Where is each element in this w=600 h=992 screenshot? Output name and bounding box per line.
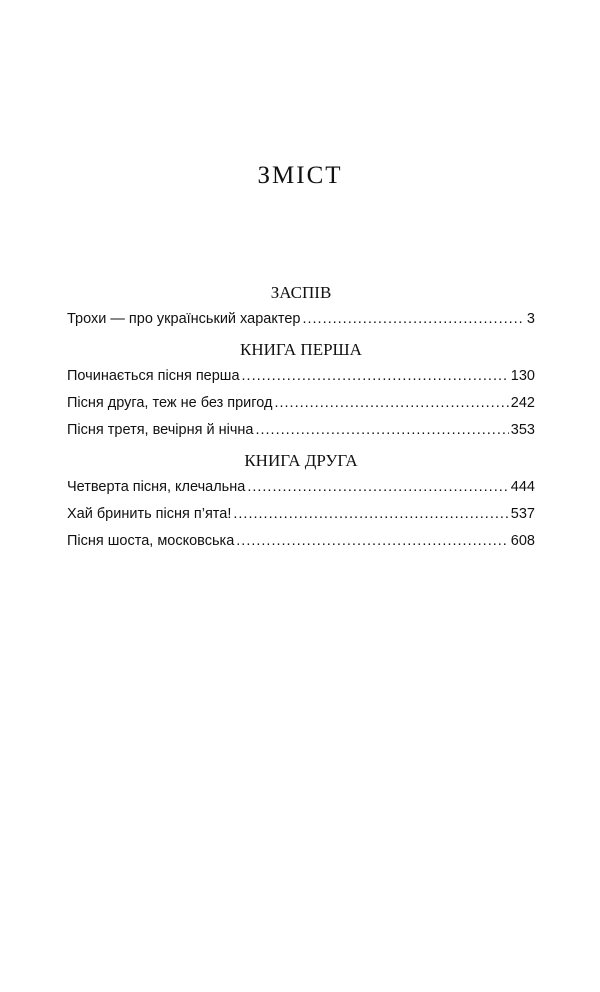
toc-entry-title: Пісня шоста, московська [67, 533, 235, 549]
toc-entry [67, 417, 535, 444]
dot-leader [242, 363, 509, 390]
dot-leader [274, 390, 508, 417]
toc-entry [67, 306, 535, 333]
toc-entry-page: 608 [510, 533, 535, 549]
toc-entry-page: 242 [510, 395, 535, 411]
toc-entry [67, 390, 535, 417]
dot-leader [233, 501, 508, 528]
toc-entry [67, 363, 535, 390]
dot-leader [247, 474, 508, 501]
toc-entry [67, 528, 535, 555]
section-heading-zaspiv: ЗАСПІВ [270, 283, 332, 302]
toc-entry-title: Пісня третя, вечірня й нічна [67, 422, 254, 438]
toc-entry-title: Хай бринить пісня п’ята! [67, 506, 232, 522]
toc-entry-title: Четверта пісня, клечальна [67, 479, 246, 495]
toc-entry-page: 537 [510, 506, 535, 522]
section-heading-book-one: КНИГА ПЕРША [240, 340, 362, 359]
toc-entry-title: Починається пісня перша [67, 368, 240, 384]
toc-entry-page: 130 [510, 368, 535, 384]
toc-entry-title: Пісня друга, теж не без пригод [67, 395, 273, 411]
toc-entry [67, 501, 535, 528]
page-title: ЗМІСТ [257, 162, 343, 189]
toc-entry [67, 474, 535, 501]
table-of-contents [67, 280, 535, 555]
dot-leader [302, 306, 524, 333]
dot-leader [255, 417, 508, 444]
dot-leader [236, 528, 509, 555]
toc-entry-title: Трохи — про український характер [67, 311, 301, 327]
toc-entry-page: 444 [510, 479, 535, 495]
section-heading-book-two: КНИГА ДРУГА [244, 451, 358, 470]
toc-entry-page: 3 [526, 311, 535, 327]
toc-entry-page: 353 [510, 422, 535, 438]
